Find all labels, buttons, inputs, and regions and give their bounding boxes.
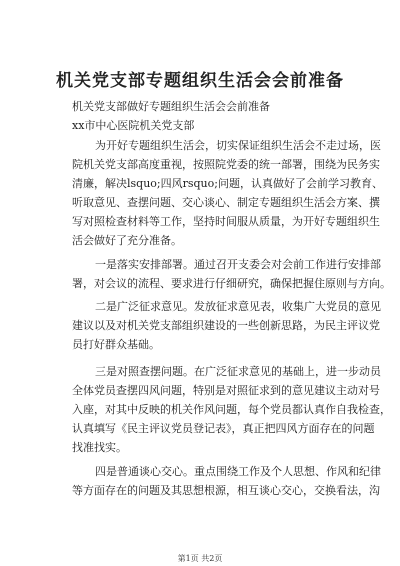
page-number: 第1页 共2页 xyxy=(177,554,223,563)
paragraph-line: 员打好群众基础。 xyxy=(72,338,160,351)
paragraph-line: 全体党员查摆四风问题，特别是对照征求到的意见建议主动对号 xyxy=(72,384,380,397)
paragraph-line: 为开好专题组织生活会，切实保证组织生活会不走过场，医 xyxy=(95,139,381,152)
paragraph-line: 建议以及对机关党支部组织建设的一些创新思路，为民主评议党 xyxy=(72,319,380,332)
paragraph-line: 三是对照查摆问题。在广泛征求意见的基础上，进一步动员 xyxy=(95,365,381,378)
paragraph-line: 二是广泛征求意见。发放征求意见表，收集广大党员的意见 xyxy=(95,300,381,313)
paragraph-line: 署，对会议的流程、要求进行仔细研究，确保把握住原则与方向。 xyxy=(72,277,391,290)
paragraph-line: 清廉，解决lsquo;四风rsquo;问题，认真做好了会前学习教育、 xyxy=(72,177,383,190)
paragraph-line: 院机关党支部高度重视，按照院党委的统一部署，围绕为民务实 xyxy=(72,158,380,171)
paragraph-line: 认真填写《民主评议党员登记表》，真正把四风方面存在的问题 xyxy=(72,422,375,435)
paragraph-line: 活会做好了充分准备。 xyxy=(72,234,182,247)
paragraph-line: 一是落实安排部署。通过召开支委会对会前工作进行安排部 xyxy=(95,258,381,271)
subtitle: 机关党支部做好专题组织生活会会前准备 xyxy=(72,100,270,113)
paragraph-line: 听取意见、查摆问题、交心谈心、制定专题组织生活会方案、撰 xyxy=(72,196,380,209)
author-line: xx市中心医院机关党支部 xyxy=(72,119,195,132)
paragraph-line: 写对照检查材料等工作，坚持时间服从质量，为开好专题组织生 xyxy=(72,215,380,228)
paragraph-line: 入座，对其中反映的机关作风问题，每个党员都认真作自我检查， xyxy=(72,403,391,416)
paragraph-line: 找准找实。 xyxy=(72,441,127,454)
paragraph-line: 四是普通谈心交心。重点围绕工作及个人思想、作风和纪律 xyxy=(95,465,381,478)
document-title: 机关党支部专题组织生活会会前准备 xyxy=(56,71,344,91)
paragraph-line: 等方面存在的问题及其思想根源，相互谈心交心，交换看法，沟 xyxy=(72,484,380,497)
